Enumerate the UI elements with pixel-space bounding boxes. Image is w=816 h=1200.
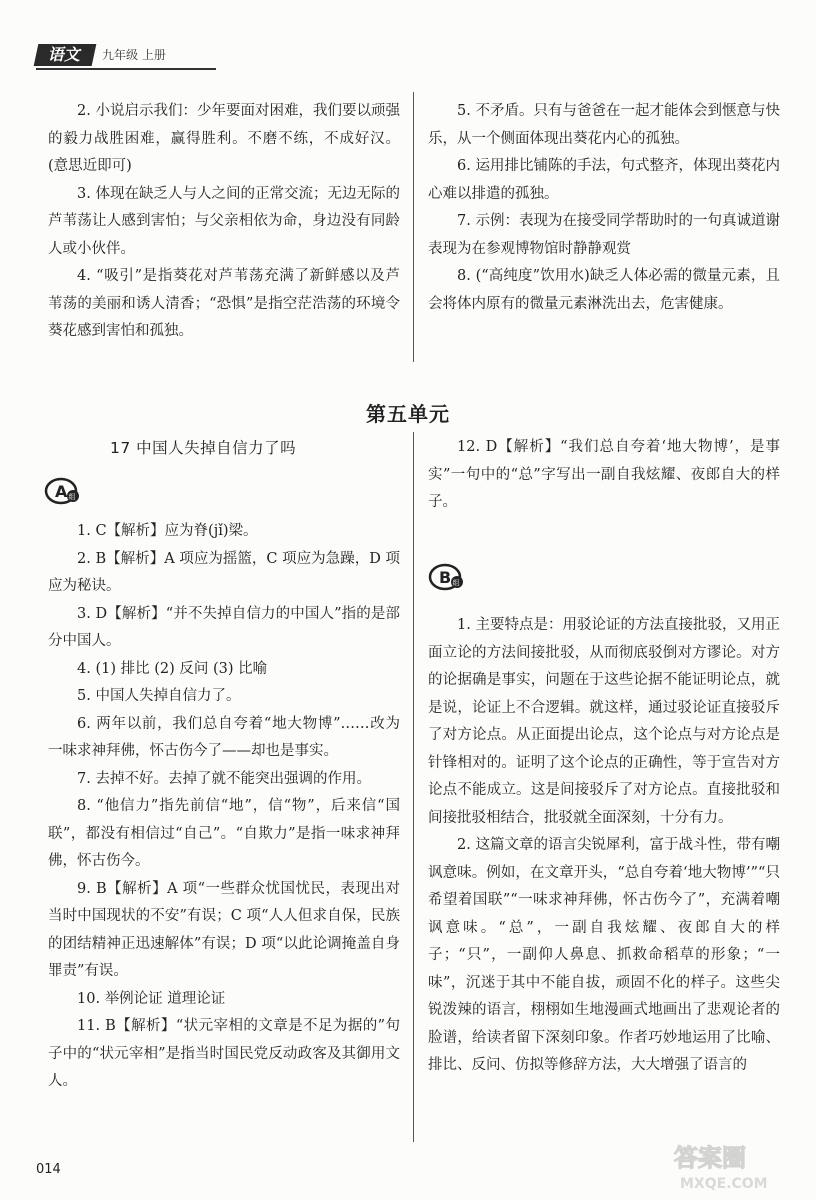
answer-paragraph: 2. B【解析】A 项应为摇篮，C 项应为急躁，D 项应为秘诀。 (48, 550, 400, 594)
answer-paragraph: 1. 主要特点是：用驳论证的方法直接批驳，又用正面立论的方法间接批驳，从而彻底驳倒对方谬论。对方的论据确是事实，问题在于这些论据不能证明论点，就是说，论证上不合逻辑。就这样，通过驳论证直接驳斥了对方论点。从正面提出论点，这个论点与对方论点是针锋相对的。证明了这个论点的正确性，等于宣告对方论点不能成立。这是间接驳斥了对方论点。直接批驳和间接批驳相结合，批驳就全面深刻，十分有力。 (428, 617, 780, 826)
answer-paragraph: 8. (“高纯度”饮用水)缺乏人体必需的微量元素，且会将体内原有的微量元素淋洗出去，危害健康。 (428, 268, 780, 312)
answer-paragraph: 11. B【解析】“状元宰相的文章是不足为据的”句子中的“状元宰相”是指当时国民党反动政客及其御用文人。 (48, 1018, 400, 1089)
answer-paragraph: 5. 不矛盾。只有与爸爸在一起才能体会到惬意与快乐，从一个侧面体现出葵花内心的孤独。 (428, 103, 780, 147)
watermark-line1: 答案圈 (674, 1144, 746, 1172)
answer-paragraph: 3. 体现在缺乏人与人之间的正常交流；无边无际的芦苇荡让人感到害怕；与父亲相依为命，身边没有同龄人或小伙伴。 (48, 185, 400, 257)
answer-paragraph: 2. 小说启示我们：少年要面对困难，我们要以顽强的毅力战胜困难，赢得胜利。不磨不练，不成好汉。(意思近即可) (48, 103, 400, 174)
group-b-badge-icon (428, 562, 466, 592)
subject-label: 语文 (34, 44, 97, 66)
badge-a-suffix: 组 (68, 493, 76, 501)
page-number: 014 (36, 1162, 61, 1177)
answer-paragraph: 10. 举例论证 道理论证 (77, 990, 226, 1007)
bottom-left-column (48, 518, 400, 1096)
group-a-badge-icon (44, 476, 82, 506)
answer-paragraph: 4. “吸引”是指葵花对芦苇荡充满了新鲜感以及芦苇荡的美丽和诱人清香；“恐惧”是指空茫浩荡的环境令葵花感到害怕和孤独。 (48, 268, 400, 339)
answer-paragraph: 12. D【解析】“我们总自夸着‘地大物博’，是事实”一句中的“总”字写出一副自我炫耀、夜郎自大的样子。 (428, 439, 780, 510)
top-right-column (428, 98, 780, 318)
bottom-right-column-a (428, 434, 780, 517)
answer-paragraph: 3. D【解析】“并不失掉自信力的中国人”指的是部分中国人。 (48, 605, 400, 649)
column-divider (413, 432, 414, 1142)
answer-paragraph: 4. (1) 排比 (2) 反问 (3) 比喻 (77, 660, 268, 677)
answer-paragraph: 2. 这篇文章的语言尖锐犀利，富于战斗性，带有嘲讽意味。例如，在文章开头，“总自夸着‘地大物博’”“只希望着国联”“一味求神拜佛，怀古伤今了”，充满着嘲讽意味。“总”，一副自我炫耀、夜郎自大的样子；“只”，一副仰人鼻息、抓救命稻草的形象；“一味”，沉迷于其中不能自拔，顽固不化的样子。这些尖锐泼辣的语言，栩栩如生地漫画式地画出了悲观论者的脸谱，给读者留下深刻印象。作者巧妙地运用了比喻、排比、反问、仿拟等修辞方法，大大增强了语言的 (428, 837, 780, 1073)
page-header (36, 40, 216, 70)
answer-paragraph: 7. 示例：表现为在接受同学帮助时的一句真诚道谢 表现为在参观博物馆时静静观赏 (428, 213, 780, 257)
chapter-title: 17 中国人失掉自信力了吗 (110, 439, 297, 457)
answer-paragraph: 9. B【解析】A 项“一些群众忧国忧民，表现出对当时中国现状的不安”有误；C 项“人人但求自保，民族的团结精神正迅速解体”有误；D 项“以此论调掩盖自身罪责”有误。 (48, 880, 400, 979)
badge-a-letter: A (55, 482, 68, 501)
badge-b-letter: B (439, 568, 452, 587)
watermark-logo (668, 1136, 788, 1196)
bottom-right-column-b (428, 612, 780, 1080)
answer-paragraph: 6. 运用排比铺陈的手法，句式整齐，体现出葵花内心难以排遣的孤独。 (428, 158, 780, 202)
badge-b-suffix: 组 (452, 579, 460, 587)
watermark-line2: MXQE.COM (680, 1176, 768, 1192)
answer-paragraph: 5. 中国人失掉自信力了。 (77, 688, 241, 704)
answer-paragraph: 8. “他信力”指先前信“地”，信“物”，后来信“国联”，都没有相信过“自己”。“自欺力”是指一味求神拜佛，怀古伤今。 (48, 798, 400, 869)
header-rule (36, 68, 216, 70)
answer-paragraph: 7. 去掉不好。去掉了就不能突出强调的作用。 (77, 770, 371, 787)
top-left-column (48, 98, 400, 346)
unit-title: 第五单元 (366, 402, 450, 426)
answer-paragraph: 6. 两年以前，我们总自夸着“地大物博”……改为一味求神拜佛，怀古伤今了——却也是事实。 (48, 715, 400, 759)
column-divider (413, 92, 414, 362)
answer-paragraph: 1. C【解析】应为脊(jǐ)梁。 (77, 523, 258, 539)
grade-label: 九年级 上册 (102, 48, 166, 62)
